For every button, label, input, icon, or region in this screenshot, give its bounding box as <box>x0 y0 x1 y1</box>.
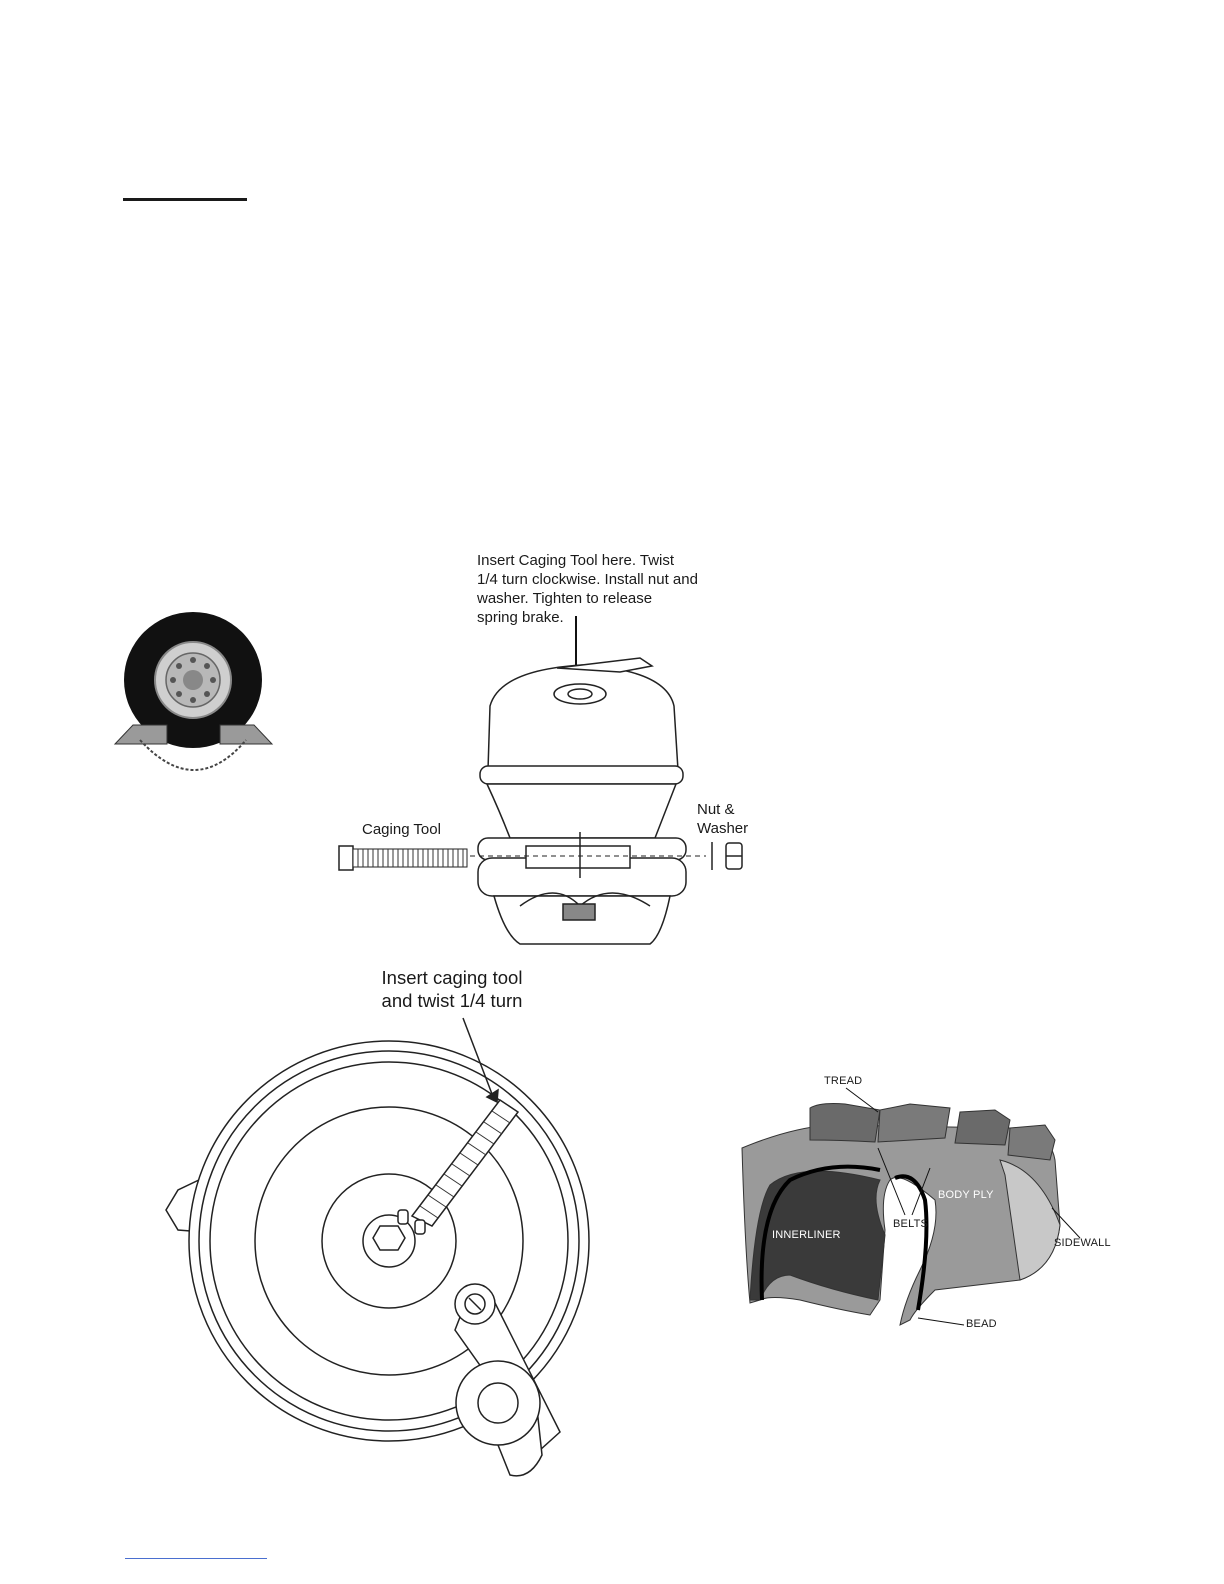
footer-link-underline <box>125 1558 267 1559</box>
tread-label: TREAD <box>824 1075 863 1087</box>
caging-instruction-text: Insert Caging Tool here. Twist 1/4 turn clockwise. Install nut and washer. Tighten to release spring brake. <box>477 552 698 626</box>
caging-tool-illustration <box>339 846 467 870</box>
insert-twist-label: Insert caging tool and twist 1/4 turn <box>381 967 523 1011</box>
body-ply-label: BODY PLY <box>938 1189 994 1201</box>
innerliner-label: INNERLINER <box>772 1229 841 1241</box>
belts-label: BELTS <box>893 1218 929 1230</box>
tire-cross-section-illustration <box>742 1088 1080 1325</box>
bead-label: BEAD <box>966 1318 997 1330</box>
sidewall-label: SIDEWALL <box>1054 1237 1111 1249</box>
nut-washer-illustration <box>712 842 742 870</box>
chocked-wheel-illustration <box>115 612 272 770</box>
nut-washer-label: Nut & Washer <box>697 801 749 837</box>
spring-brake-chamber-illustration <box>470 616 706 944</box>
caging-tool-label: Caging Tool <box>362 821 441 838</box>
